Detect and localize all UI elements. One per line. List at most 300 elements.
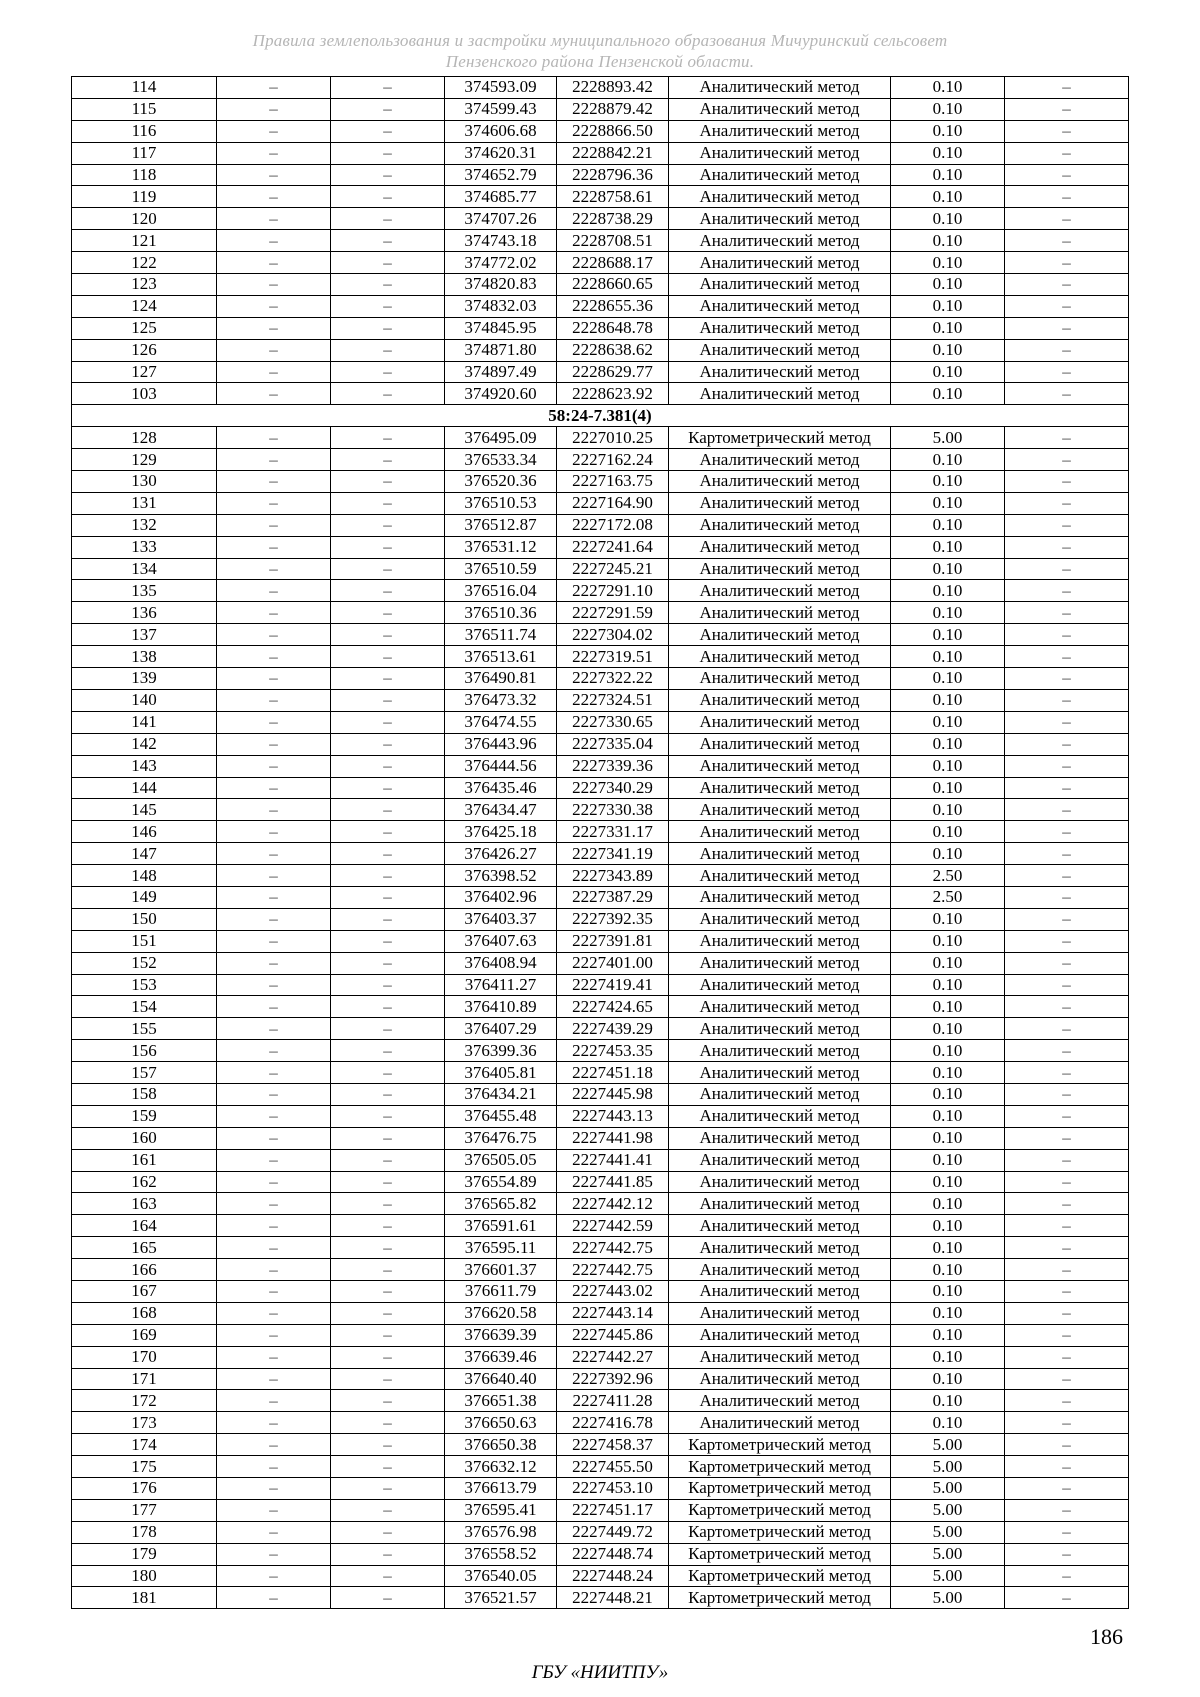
y-coordinate-cell: 2227335.04 — [557, 733, 669, 755]
dash-cell: – — [331, 1390, 445, 1412]
table-row — [72, 1434, 1129, 1456]
accuracy-cell: 0.10 — [891, 843, 1005, 865]
y-coordinate-cell: 2228758.61 — [557, 186, 669, 208]
x-coordinate-cell: 376521.57 — [445, 1587, 557, 1609]
method-cell: Аналитический метод — [669, 208, 891, 230]
table-row — [72, 208, 1129, 230]
x-coordinate-cell: 374620.31 — [445, 142, 557, 164]
dash-cell: – — [331, 274, 445, 296]
accuracy-cell: 0.10 — [891, 689, 1005, 711]
dash-cell: – — [331, 77, 445, 99]
dash-cell: – — [331, 536, 445, 558]
point-number-cell: 162 — [72, 1171, 217, 1193]
y-coordinate-cell: 2227448.74 — [557, 1543, 669, 1565]
dash-cell: – — [1005, 471, 1129, 493]
dash-cell: – — [1005, 1390, 1129, 1412]
dash-cell: – — [1005, 1018, 1129, 1040]
dash-cell: – — [1005, 865, 1129, 887]
accuracy-cell: 0.10 — [891, 1083, 1005, 1105]
dash-cell: – — [1005, 799, 1129, 821]
method-cell: Аналитический метод — [669, 383, 891, 405]
dash-cell: – — [331, 1259, 445, 1281]
table-row — [72, 974, 1129, 996]
accuracy-cell: 0.10 — [891, 974, 1005, 996]
method-cell: Аналитический метод — [669, 252, 891, 274]
dash-cell: – — [217, 1499, 331, 1521]
table-row — [72, 98, 1129, 120]
section-row — [72, 405, 1129, 427]
table-row — [72, 1149, 1129, 1171]
accuracy-cell: 0.10 — [891, 449, 1005, 471]
table-row — [72, 1259, 1129, 1281]
dash-cell: – — [217, 1346, 331, 1368]
dash-cell: – — [331, 689, 445, 711]
y-coordinate-cell: 2227339.36 — [557, 755, 669, 777]
point-number-cell: 144 — [72, 777, 217, 799]
dash-cell: – — [331, 230, 445, 252]
dash-cell: – — [217, 120, 331, 142]
point-number-cell: 139 — [72, 668, 217, 690]
dash-cell: – — [331, 777, 445, 799]
y-coordinate-cell: 2227010.25 — [557, 427, 669, 449]
accuracy-cell: 0.10 — [891, 580, 1005, 602]
dash-cell: – — [1005, 252, 1129, 274]
dash-cell: – — [217, 536, 331, 558]
x-coordinate-cell: 376405.81 — [445, 1062, 557, 1084]
accuracy-cell: 0.10 — [891, 996, 1005, 1018]
dash-cell: – — [1005, 1521, 1129, 1543]
x-coordinate-cell: 376601.37 — [445, 1259, 557, 1281]
table-row — [72, 1456, 1129, 1478]
table-row — [72, 361, 1129, 383]
table-row — [72, 1478, 1129, 1500]
x-coordinate-cell: 374685.77 — [445, 186, 557, 208]
x-coordinate-cell: 376540.05 — [445, 1565, 557, 1587]
x-coordinate-cell: 376408.94 — [445, 952, 557, 974]
method-cell: Аналитический метод — [669, 886, 891, 908]
method-cell: Аналитический метод — [669, 952, 891, 974]
method-cell: Аналитический метод — [669, 777, 891, 799]
point-number-cell: 147 — [72, 843, 217, 865]
dash-cell: – — [331, 164, 445, 186]
table-row — [72, 1543, 1129, 1565]
dash-cell: – — [331, 908, 445, 930]
y-coordinate-cell: 2227401.00 — [557, 952, 669, 974]
method-cell: Картометрический метод — [669, 427, 891, 449]
dash-cell: – — [1005, 1456, 1129, 1478]
table-row — [72, 295, 1129, 317]
dash-cell: – — [1005, 492, 1129, 514]
table-row — [72, 1237, 1129, 1259]
method-cell: Аналитический метод — [669, 689, 891, 711]
y-coordinate-cell: 2227343.89 — [557, 865, 669, 887]
dash-cell: – — [331, 1499, 445, 1521]
table-row — [72, 755, 1129, 777]
dash-cell: – — [1005, 1062, 1129, 1084]
x-coordinate-cell: 376407.63 — [445, 930, 557, 952]
table-row — [72, 952, 1129, 974]
y-coordinate-cell: 2227391.81 — [557, 930, 669, 952]
dash-cell: – — [1005, 295, 1129, 317]
dash-cell: – — [217, 1565, 331, 1587]
x-coordinate-cell: 376426.27 — [445, 843, 557, 865]
dash-cell: – — [1005, 1324, 1129, 1346]
x-coordinate-cell: 376402.96 — [445, 886, 557, 908]
y-coordinate-cell: 2227172.08 — [557, 514, 669, 536]
table-row — [72, 339, 1129, 361]
dash-cell: – — [1005, 733, 1129, 755]
accuracy-cell: 0.10 — [891, 1127, 1005, 1149]
dash-cell: – — [331, 668, 445, 690]
point-number-cell: 149 — [72, 886, 217, 908]
dash-cell: – — [331, 1543, 445, 1565]
table-row — [72, 799, 1129, 821]
table-row — [72, 1521, 1129, 1543]
section-title: 58:24-7.381(4) — [72, 405, 1129, 427]
dash-cell: – — [331, 974, 445, 996]
method-cell: Аналитический метод — [669, 1412, 891, 1434]
table-row — [72, 777, 1129, 799]
dash-cell: – — [1005, 1237, 1129, 1259]
table-row — [72, 1324, 1129, 1346]
header-line-2: Пензенского района Пензенской области. — [445, 52, 755, 71]
y-coordinate-cell: 2227324.51 — [557, 689, 669, 711]
dash-cell: – — [331, 1434, 445, 1456]
method-cell: Аналитический метод — [669, 1280, 891, 1302]
point-number-cell: 133 — [72, 536, 217, 558]
dash-cell: – — [331, 142, 445, 164]
dash-cell: – — [217, 974, 331, 996]
accuracy-cell: 5.00 — [891, 1521, 1005, 1543]
method-cell: Картометрический метод — [669, 1521, 891, 1543]
dash-cell: – — [1005, 843, 1129, 865]
method-cell: Аналитический метод — [669, 865, 891, 887]
dash-cell: – — [217, 514, 331, 536]
dash-cell: – — [217, 471, 331, 493]
dash-cell: – — [331, 799, 445, 821]
dash-cell: – — [331, 1149, 445, 1171]
accuracy-cell: 0.10 — [891, 164, 1005, 186]
x-coordinate-cell: 376476.75 — [445, 1127, 557, 1149]
dash-cell: – — [331, 492, 445, 514]
dash-cell: – — [217, 383, 331, 405]
dash-cell: – — [331, 514, 445, 536]
accuracy-cell: 0.10 — [891, 755, 1005, 777]
point-number-cell: 114 — [72, 77, 217, 99]
point-number-cell: 126 — [72, 339, 217, 361]
point-number-cell: 166 — [72, 1259, 217, 1281]
x-coordinate-cell: 374920.60 — [445, 383, 557, 405]
point-number-cell: 161 — [72, 1149, 217, 1171]
dash-cell: – — [331, 930, 445, 952]
dash-cell: – — [331, 208, 445, 230]
dash-cell: – — [217, 230, 331, 252]
method-cell: Аналитический метод — [669, 1324, 891, 1346]
dash-cell: – — [1005, 689, 1129, 711]
dash-cell: – — [1005, 1259, 1129, 1281]
dash-cell: – — [217, 799, 331, 821]
accuracy-cell: 0.10 — [891, 230, 1005, 252]
accuracy-cell: 0.10 — [891, 471, 1005, 493]
dash-cell: – — [217, 77, 331, 99]
accuracy-cell: 5.00 — [891, 1478, 1005, 1500]
accuracy-cell: 0.10 — [891, 1412, 1005, 1434]
y-coordinate-cell: 2227445.98 — [557, 1083, 669, 1105]
accuracy-cell: 5.00 — [891, 1499, 1005, 1521]
dash-cell: – — [1005, 580, 1129, 602]
x-coordinate-cell: 376639.46 — [445, 1346, 557, 1368]
accuracy-cell: 0.10 — [891, 361, 1005, 383]
x-coordinate-cell: 376443.96 — [445, 733, 557, 755]
accuracy-cell: 0.10 — [891, 1149, 1005, 1171]
y-coordinate-cell: 2227411.28 — [557, 1390, 669, 1412]
y-coordinate-cell: 2227443.13 — [557, 1105, 669, 1127]
point-number-cell: 152 — [72, 952, 217, 974]
table-row — [72, 1302, 1129, 1324]
table-row — [72, 427, 1129, 449]
y-coordinate-cell: 2227392.96 — [557, 1368, 669, 1390]
accuracy-cell: 0.10 — [891, 1040, 1005, 1062]
dash-cell: – — [217, 208, 331, 230]
point-number-cell: 180 — [72, 1565, 217, 1587]
dash-cell: – — [217, 1040, 331, 1062]
table-row — [72, 471, 1129, 493]
y-coordinate-cell: 2227330.38 — [557, 799, 669, 821]
dash-cell: – — [1005, 98, 1129, 120]
table-row — [72, 1040, 1129, 1062]
dash-cell: – — [1005, 427, 1129, 449]
x-coordinate-cell: 376632.12 — [445, 1456, 557, 1478]
dash-cell: – — [217, 1193, 331, 1215]
dash-cell: – — [217, 689, 331, 711]
x-coordinate-cell: 376455.48 — [445, 1105, 557, 1127]
dash-cell: – — [1005, 208, 1129, 230]
table-row — [72, 120, 1129, 142]
dash-cell: – — [331, 952, 445, 974]
y-coordinate-cell: 2227453.35 — [557, 1040, 669, 1062]
method-cell: Аналитический метод — [669, 974, 891, 996]
dash-cell: – — [217, 952, 331, 974]
table-row — [72, 1368, 1129, 1390]
dash-cell: – — [217, 602, 331, 624]
dash-cell: – — [1005, 230, 1129, 252]
x-coordinate-cell: 376505.05 — [445, 1149, 557, 1171]
table-row — [72, 646, 1129, 668]
table-row — [72, 1127, 1129, 1149]
point-number-cell: 131 — [72, 492, 217, 514]
table-row — [72, 1171, 1129, 1193]
dash-cell: – — [331, 1478, 445, 1500]
y-coordinate-cell: 2227322.22 — [557, 668, 669, 690]
dash-cell: – — [1005, 886, 1129, 908]
dash-cell: – — [1005, 646, 1129, 668]
point-number-cell: 155 — [72, 1018, 217, 1040]
dash-cell: – — [217, 339, 331, 361]
accuracy-cell: 0.10 — [891, 186, 1005, 208]
method-cell: Аналитический метод — [669, 274, 891, 296]
accuracy-cell: 0.10 — [891, 1237, 1005, 1259]
method-cell: Аналитический метод — [669, 1215, 891, 1237]
dash-cell: – — [1005, 1171, 1129, 1193]
dash-cell: – — [217, 821, 331, 843]
dash-cell: – — [331, 1237, 445, 1259]
x-coordinate-cell: 376513.61 — [445, 646, 557, 668]
table-row — [72, 821, 1129, 843]
method-cell: Аналитический метод — [669, 930, 891, 952]
x-coordinate-cell: 376410.89 — [445, 996, 557, 1018]
point-number-cell: 141 — [72, 711, 217, 733]
dash-cell: – — [331, 602, 445, 624]
coordinates-table-body — [72, 77, 1129, 1609]
point-number-cell: 158 — [72, 1083, 217, 1105]
y-coordinate-cell: 2227455.50 — [557, 1456, 669, 1478]
dash-cell: – — [331, 580, 445, 602]
point-number-cell: 143 — [72, 755, 217, 777]
x-coordinate-cell: 376434.47 — [445, 799, 557, 821]
accuracy-cell: 5.00 — [891, 1543, 1005, 1565]
dash-cell: – — [217, 1259, 331, 1281]
accuracy-cell: 0.10 — [891, 1324, 1005, 1346]
x-coordinate-cell: 376444.56 — [445, 755, 557, 777]
dash-cell: – — [331, 120, 445, 142]
table-row — [72, 1499, 1129, 1521]
dash-cell: – — [217, 142, 331, 164]
x-coordinate-cell: 376510.53 — [445, 492, 557, 514]
point-number-cell: 159 — [72, 1105, 217, 1127]
y-coordinate-cell: 2228866.50 — [557, 120, 669, 142]
y-coordinate-cell: 2228893.42 — [557, 77, 669, 99]
table-row — [72, 624, 1129, 646]
dash-cell: – — [217, 1215, 331, 1237]
method-cell: Аналитический метод — [669, 1259, 891, 1281]
dash-cell: – — [217, 668, 331, 690]
dash-cell: – — [217, 711, 331, 733]
dash-cell: – — [1005, 1215, 1129, 1237]
dash-cell: – — [217, 1302, 331, 1324]
method-cell: Аналитический метод — [669, 908, 891, 930]
dash-cell: – — [331, 624, 445, 646]
y-coordinate-cell: 2227442.75 — [557, 1237, 669, 1259]
point-number-cell: 178 — [72, 1521, 217, 1543]
x-coordinate-cell: 376640.40 — [445, 1368, 557, 1390]
method-cell: Аналитический метод — [669, 1040, 891, 1062]
x-coordinate-cell: 374832.03 — [445, 295, 557, 317]
table-row — [72, 711, 1129, 733]
dash-cell: – — [1005, 908, 1129, 930]
dash-cell: – — [331, 1040, 445, 1062]
dash-cell: – — [1005, 186, 1129, 208]
point-number-cell: 167 — [72, 1280, 217, 1302]
table-row — [72, 252, 1129, 274]
point-number-cell: 148 — [72, 865, 217, 887]
x-coordinate-cell: 376531.12 — [445, 536, 557, 558]
dash-cell: – — [217, 755, 331, 777]
page-number: 186 — [1090, 1624, 1123, 1649]
accuracy-cell: 0.10 — [891, 1171, 1005, 1193]
dash-cell: – — [217, 886, 331, 908]
dash-cell: – — [1005, 1193, 1129, 1215]
dash-cell: – — [1005, 142, 1129, 164]
point-number-cell: 157 — [72, 1062, 217, 1084]
accuracy-cell: 0.10 — [891, 558, 1005, 580]
dash-cell: – — [331, 843, 445, 865]
x-coordinate-cell: 376558.52 — [445, 1543, 557, 1565]
y-coordinate-cell: 2228708.51 — [557, 230, 669, 252]
accuracy-cell: 5.00 — [891, 1565, 1005, 1587]
dash-cell: – — [1005, 164, 1129, 186]
x-coordinate-cell: 376411.27 — [445, 974, 557, 996]
method-cell: Аналитический метод — [669, 471, 891, 493]
x-coordinate-cell: 374772.02 — [445, 252, 557, 274]
method-cell: Аналитический метод — [669, 1390, 891, 1412]
accuracy-cell: 0.10 — [891, 142, 1005, 164]
dash-cell: – — [217, 1280, 331, 1302]
point-number-cell: 168 — [72, 1302, 217, 1324]
accuracy-cell: 0.10 — [891, 799, 1005, 821]
x-coordinate-cell: 376533.34 — [445, 449, 557, 471]
x-coordinate-cell: 376474.55 — [445, 711, 557, 733]
method-cell: Картометрический метод — [669, 1587, 891, 1609]
point-number-cell: 140 — [72, 689, 217, 711]
point-number-cell: 171 — [72, 1368, 217, 1390]
dash-cell: – — [1005, 996, 1129, 1018]
y-coordinate-cell: 2227291.10 — [557, 580, 669, 602]
point-number-cell: 136 — [72, 602, 217, 624]
point-number-cell: 163 — [72, 1193, 217, 1215]
dash-cell: – — [331, 711, 445, 733]
y-coordinate-cell: 2227441.85 — [557, 1171, 669, 1193]
point-number-cell: 153 — [72, 974, 217, 996]
x-coordinate-cell: 376565.82 — [445, 1193, 557, 1215]
point-number-cell: 137 — [72, 624, 217, 646]
table-row — [72, 865, 1129, 887]
method-cell: Аналитический метод — [669, 711, 891, 733]
accuracy-cell: 0.10 — [891, 668, 1005, 690]
table-row — [72, 274, 1129, 296]
x-coordinate-cell: 376512.87 — [445, 514, 557, 536]
dash-cell: – — [217, 1324, 331, 1346]
y-coordinate-cell: 2227442.27 — [557, 1346, 669, 1368]
dash-cell: – — [217, 1412, 331, 1434]
method-cell: Картометрический метод — [669, 1565, 891, 1587]
table-row — [72, 1083, 1129, 1105]
method-cell: Аналитический метод — [669, 317, 891, 339]
point-number-cell: 174 — [72, 1434, 217, 1456]
table-row — [72, 142, 1129, 164]
dash-cell: – — [217, 908, 331, 930]
method-cell: Картометрический метод — [669, 1543, 891, 1565]
y-coordinate-cell: 2227449.72 — [557, 1521, 669, 1543]
table-row — [72, 1412, 1129, 1434]
dash-cell: – — [217, 1587, 331, 1609]
method-cell: Аналитический метод — [669, 230, 891, 252]
dash-cell: – — [331, 886, 445, 908]
x-coordinate-cell: 374871.80 — [445, 339, 557, 361]
dash-cell: – — [331, 1324, 445, 1346]
dash-cell: – — [331, 449, 445, 471]
point-number-cell: 156 — [72, 1040, 217, 1062]
table-row — [72, 164, 1129, 186]
x-coordinate-cell: 376511.74 — [445, 624, 557, 646]
dash-cell: – — [217, 361, 331, 383]
dash-cell: – — [1005, 930, 1129, 952]
y-coordinate-cell: 2227442.59 — [557, 1215, 669, 1237]
x-coordinate-cell: 376639.39 — [445, 1324, 557, 1346]
dash-cell: – — [1005, 952, 1129, 974]
y-coordinate-cell: 2228623.92 — [557, 383, 669, 405]
accuracy-cell: 0.10 — [891, 646, 1005, 668]
point-number-cell: 124 — [72, 295, 217, 317]
